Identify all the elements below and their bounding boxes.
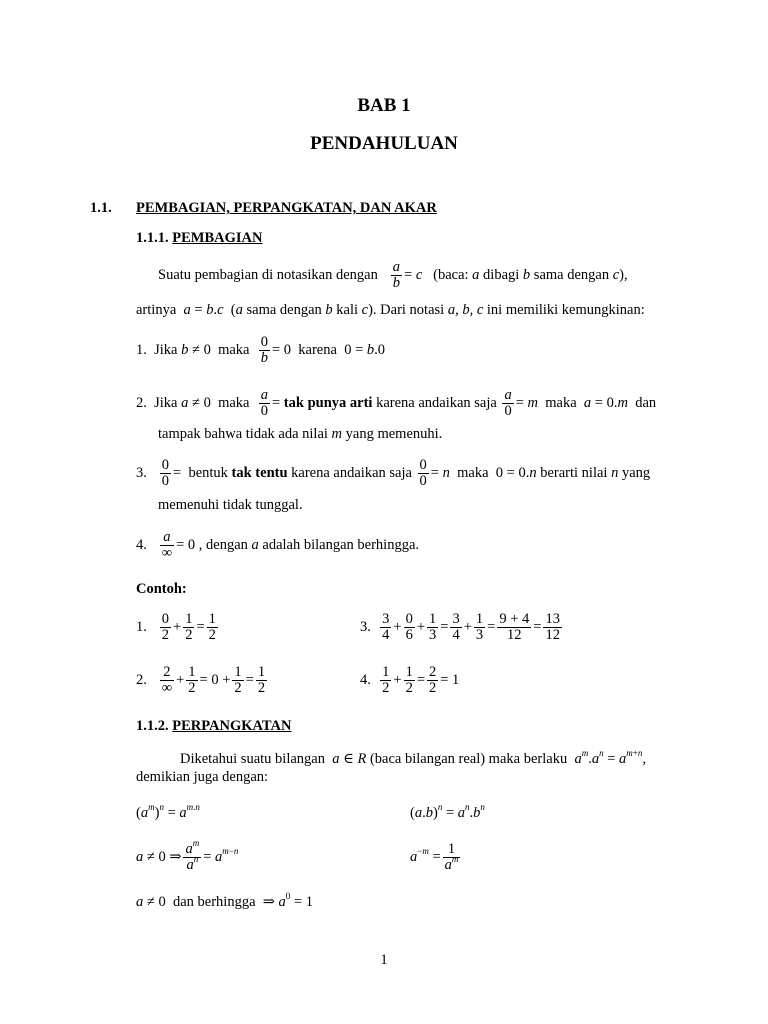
item-2-line-2: tampak bahwa tidak ada nilai m yang memenuhi. xyxy=(158,426,443,442)
exponent-intro-line-1: Diketahui suatu bilangan a ∈ R (baca bilangan real) maka berlaku $a^m.a^n = a^{m+n}$, xyxy=(180,748,646,767)
intro-line-1: Suatu pembagian di notasikan dengan $\frac{a}{b}$ = c (baca: a dibagi b sama dengan c), xyxy=(158,259,628,292)
intro-line-2: artinya a = b.c (a sama dengan b kali c). Dari notasi a, b, c ini memiliki kemungkinan: xyxy=(136,302,645,318)
item-3-line-2: memenuhi tidak tunggal. xyxy=(158,497,303,513)
example-3: 3. $\frac{3}{4}$ + $\frac{0}{6}$ + $\frac{1}{3}$ = $\frac{3}{4}$ + $\frac{1}{3}$ = $\frac{9 + 4}{12}$ = $\frac{13}{12}$ xyxy=(360,611,560,644)
formula-power-of-product: $(a.b)^n = a^n.b^n$ xyxy=(410,802,485,821)
item-3: 3. $\frac{0}{0}$ = bentuk tak tentu karena andaikan saja $\frac{0}{0}$ = n maka 0 = 0.n berarti nilai n yang xyxy=(136,457,651,490)
section-title: PEMBAGIAN, PERPANGKATAN, DAN AKAR xyxy=(136,200,437,216)
subsection-1-title: 1.1.1. PEMBAGIAN xyxy=(136,230,263,246)
chapter-number: BAB 1 xyxy=(357,95,411,116)
example-1: 1. $\frac{0}{2}$ + $\frac{1}{2}$ = $\frac{1}{2}$ xyxy=(136,611,216,644)
item-2: 2. Jika a ≠ 0 maka $\frac{a}{0}$ = tak punya arti karena andaikan saja $\frac{a}{0}$ = m maka a = 0.m dan xyxy=(136,387,657,420)
formula-zero-exponent: a ≠ 0 dan berhingga ⇒ $a^0 = 1$ xyxy=(136,891,313,910)
example-4: 4. $\frac{1}{2}$ + $\frac{1}{2}$ = $\frac{2}{2}$ = 1 xyxy=(360,664,460,697)
page-number: 1 xyxy=(380,952,388,968)
example-2: 2. 2 ∞ + $\frac{1}{2}$ = 0 + $\frac{1}{2}$ = $\frac{1}{2}$ xyxy=(136,664,266,697)
example-heading: Contoh: xyxy=(136,581,187,597)
formula-quotient: a ≠ 0 ⇒ $\frac{a^m}{a^n}$ = $a^{m-n}$ xyxy=(136,838,239,874)
formula-power-of-power: $(a^m)^n = a^{m.n}$ xyxy=(136,802,200,821)
formula-negative-exponent: $a^{-m}$ = $\frac{1}{a^m}$ xyxy=(410,841,459,874)
section-number: 1.1. xyxy=(90,200,112,216)
exponent-intro-line-2: demikian juga dengan: xyxy=(136,769,269,785)
chapter-title: PENDAHULUAN xyxy=(310,133,458,154)
subsection-2-title: 1.1.2. PERPANGKATAN xyxy=(136,718,292,734)
item-4: 4. a ∞ = 0 , dengan a adalah bilangan berhingga. xyxy=(136,529,420,562)
item-1: 1. Jika b ≠ 0 maka $\frac{0}{b}$ = 0 karena 0 = b.0 xyxy=(136,334,385,367)
